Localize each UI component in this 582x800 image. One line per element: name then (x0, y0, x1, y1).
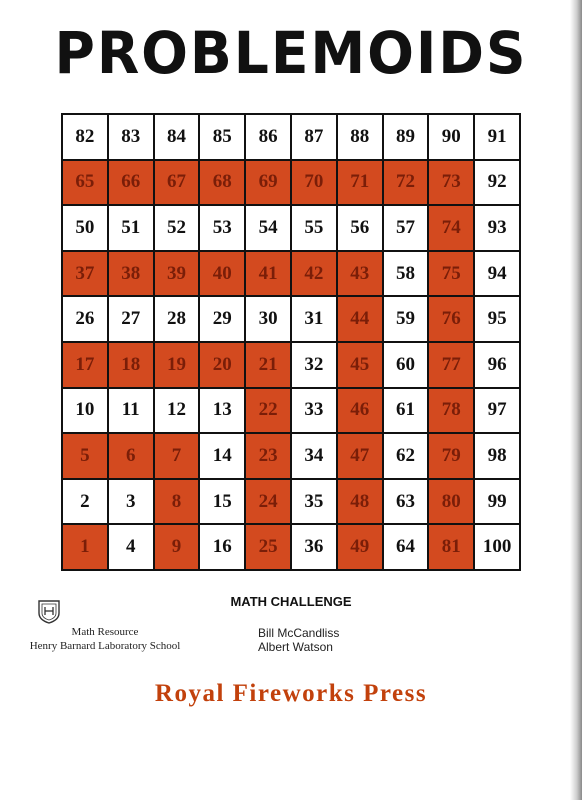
grid-cell: 24 (246, 480, 290, 524)
grid-cell: 33 (292, 389, 336, 433)
grid-cell: 43 (338, 252, 382, 296)
grid-cell: 71 (338, 161, 382, 205)
grid-cell: 76 (429, 297, 473, 341)
grid-cell: 28 (155, 297, 199, 341)
grid-cell: 79 (429, 434, 473, 478)
grid-cell: 31 (292, 297, 336, 341)
grid-cell: 67 (155, 161, 199, 205)
authors (258, 626, 339, 654)
book-subtitle: MATH CHALLENGE (230, 594, 352, 609)
grid-cell: 16 (200, 525, 244, 569)
grid-cell: 26 (63, 297, 107, 341)
grid-cell: 78 (429, 389, 473, 433)
grid-cell: 61 (384, 389, 428, 433)
grid-cell: 2 (63, 480, 107, 524)
grid-cell: 22 (246, 389, 290, 433)
grid-cell: 27 (109, 297, 153, 341)
grid-cell: 13 (200, 389, 244, 433)
grid-cell: 53 (200, 206, 244, 250)
grid-cell: 62 (384, 434, 428, 478)
grid-cell: 58 (384, 252, 428, 296)
grid-cell: 70 (292, 161, 336, 205)
author-2: Albert Watson (258, 640, 333, 654)
grid-cell: 6 (109, 434, 153, 478)
grid-cell: 41 (246, 252, 290, 296)
grid-cell: 94 (475, 252, 519, 296)
grid-cell: 11 (109, 389, 153, 433)
grid-cell: 93 (475, 206, 519, 250)
grid-cell: 10 (63, 389, 107, 433)
grid-cell: 48 (338, 480, 382, 524)
publisher-name: Royal Fireworks Press (154, 680, 428, 707)
grid-cell: 5 (63, 434, 107, 478)
grid-cell: 21 (246, 343, 290, 387)
grid-cell: 44 (338, 297, 382, 341)
grid-cell: 55 (292, 206, 336, 250)
grid-cell: 86 (246, 115, 290, 159)
grid-cell: 68 (200, 161, 244, 205)
grid-cell: 63 (384, 480, 428, 524)
grid-cell: 57 (384, 206, 428, 250)
grid-cell: 50 (63, 206, 107, 250)
stamp-line-2: Henry Barnard Laboratory School (29, 640, 181, 652)
grid-cell: 42 (292, 252, 336, 296)
grid-cell: 85 (200, 115, 244, 159)
grid-cell: 56 (338, 206, 382, 250)
grid-cell: 77 (429, 343, 473, 387)
grid-cell: 23 (246, 434, 290, 478)
grid-cell: 80 (429, 480, 473, 524)
grid-cell: 96 (475, 343, 519, 387)
grid-cell: 95 (475, 297, 519, 341)
grid-cell: 36 (292, 525, 336, 569)
grid-cell: 97 (475, 389, 519, 433)
grid-cell: 64 (384, 525, 428, 569)
grid-cell: 65 (63, 161, 107, 205)
grid-cell: 37 (63, 252, 107, 296)
grid-cell: 69 (246, 161, 290, 205)
grid-cell: 75 (429, 252, 473, 296)
grid-cell: 9 (155, 525, 199, 569)
grid-cell: 45 (338, 343, 382, 387)
grid-cell: 8 (155, 480, 199, 524)
grid-cell: 1 (63, 525, 107, 569)
grid-cell: 84 (155, 115, 199, 159)
grid-cell: 82 (63, 115, 107, 159)
grid-cell: 72 (384, 161, 428, 205)
grid-cell: 98 (475, 434, 519, 478)
grid-cell: 66 (109, 161, 153, 205)
grid-cell: 99 (475, 480, 519, 524)
grid-cell: 52 (155, 206, 199, 250)
grid-cell: 17 (63, 343, 107, 387)
grid-cell: 35 (292, 480, 336, 524)
grid-cell: 18 (109, 343, 153, 387)
grid-cell: 25 (246, 525, 290, 569)
grid-cell: 40 (200, 252, 244, 296)
grid-cell: 19 (155, 343, 199, 387)
grid-cell: 34 (292, 434, 336, 478)
grid-cell: 74 (429, 206, 473, 250)
grid-cell: 7 (155, 434, 199, 478)
school-seal-icon (36, 598, 62, 624)
grid-cell: 14 (200, 434, 244, 478)
book-title: PROBLEMOIDS (54, 19, 528, 87)
grid-cell: 47 (338, 434, 382, 478)
grid-cell: 4 (109, 525, 153, 569)
grid-cell: 29 (200, 297, 244, 341)
grid-cell: 32 (292, 343, 336, 387)
stamp-line-1: Math Resource (71, 626, 139, 638)
grid-cell: 81 (429, 525, 473, 569)
grid-cell: 15 (200, 480, 244, 524)
grid-cell: 87 (292, 115, 336, 159)
grid-cell: 59 (384, 297, 428, 341)
grid-cell: 46 (338, 389, 382, 433)
grid-cell: 49 (338, 525, 382, 569)
library-stamp (10, 598, 200, 656)
grid-cell: 39 (155, 252, 199, 296)
grid-cell: 60 (384, 343, 428, 387)
grid-cell: 3 (109, 480, 153, 524)
grid-cell: 73 (429, 161, 473, 205)
grid-cell: 51 (109, 206, 153, 250)
grid-cell: 54 (246, 206, 290, 250)
grid-cell: 90 (429, 115, 473, 159)
grid-cell: 100 (475, 525, 519, 569)
grid-cell: 30 (246, 297, 290, 341)
number-grid (61, 113, 521, 571)
author-1: Bill McCandliss (258, 626, 340, 640)
grid-cell: 12 (155, 389, 199, 433)
grid-cell: 83 (109, 115, 153, 159)
grid-cell: 88 (338, 115, 382, 159)
grid-cell: 91 (475, 115, 519, 159)
grid-cell: 92 (475, 161, 519, 205)
grid-cell: 20 (200, 343, 244, 387)
grid-cell: 89 (384, 115, 428, 159)
grid-cell: 38 (109, 252, 153, 296)
